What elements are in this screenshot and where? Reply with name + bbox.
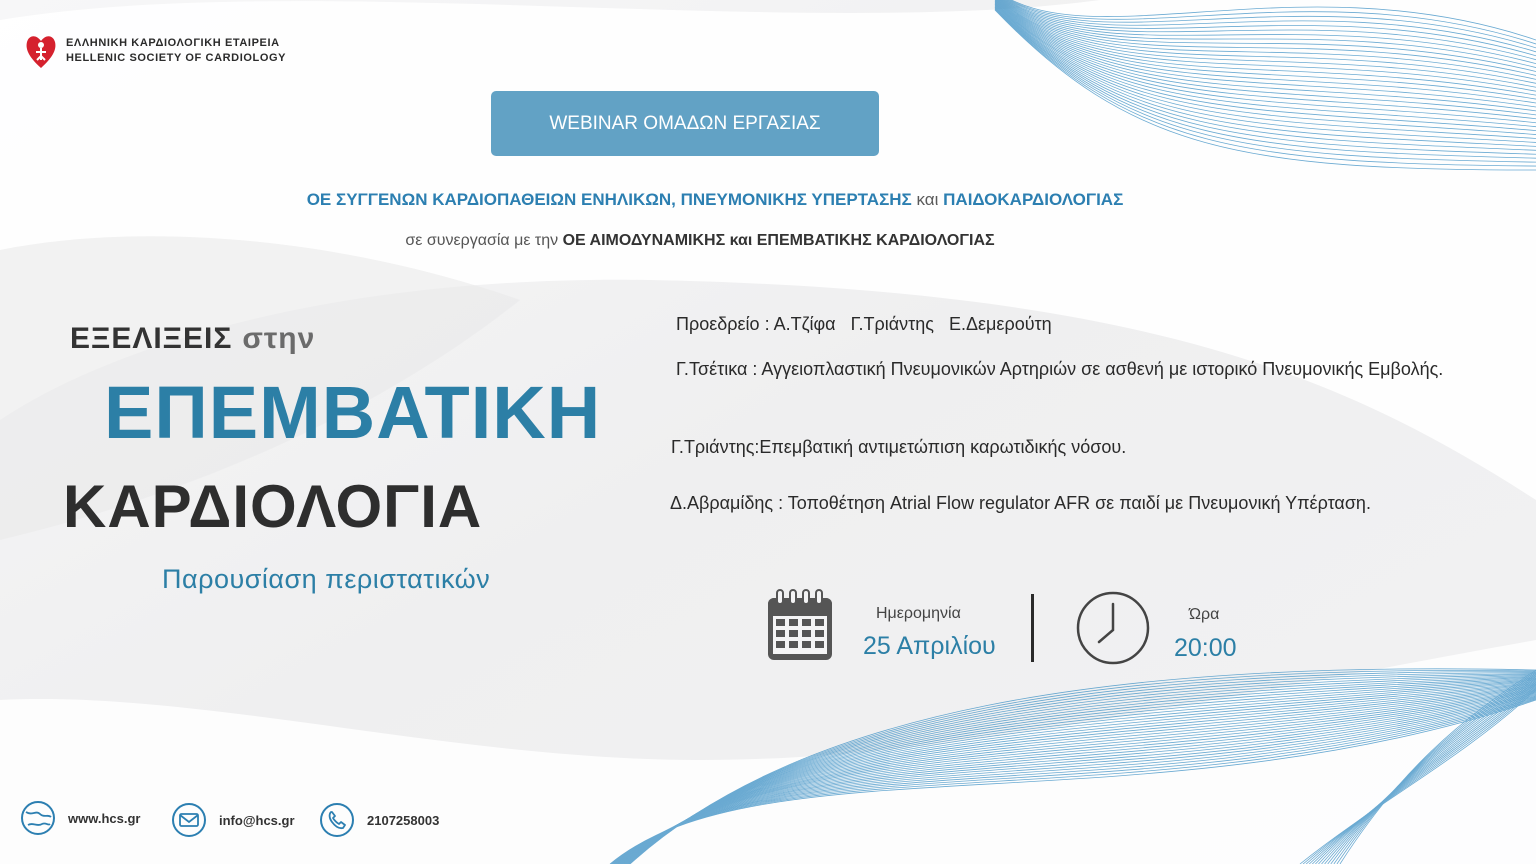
presidium-chair-3: Ε.Δεμερούτη [949,314,1052,334]
working-groups-line [0,190,1430,210]
calendar-icon [765,588,835,664]
contact-phone-text[interactable]: 2107258003 [367,812,440,828]
society-name-greek: ΕΛΛΗΝΙΚΗ ΚΑΡΔΙΟΛΟΓΙΚΗ ΕΤΑΙΡΕΙΑ [66,36,280,49]
date-label: Ημερομηνία [876,605,961,622]
working-groups-part2: ΠΑΙΔΟΚΑΡΔΙΟΛΟΓΙΑΣ [943,190,1124,209]
society-logo-icon [24,30,58,70]
webinar-banner: WEBINAR ΟΜΑΔΩΝ ΕΡΓΑΣΙΑΣ [491,91,879,156]
contact-email-text[interactable]: info@hcs.gr [219,812,295,828]
program-talk-2: Γ.Τριάντης:Επεμβατική αντιμετώπιση καρωτιδικής νόσου. [671,437,1127,457]
society-logo [24,30,286,70]
society-name-english: HELLENIC SOCIETY OF CARDIOLOGY [66,51,287,64]
title-evolutions-word: ΕΞΕΛΙΞΕΙΣ [70,322,233,355]
title-evolutions-sub: στην [242,322,316,355]
working-groups-part1: ΟΕ ΣΥΓΓΕΝΩΝ ΚΑΡΔΙΟΠΑΘΕΙΩΝ ΕΝΗΛΙΚΩΝ, ΠΝΕΥΜΟΝΙΚΗΣ ΥΠΕΡΤΑΣΗΣ [306,190,912,209]
title-main-second: ΚΑΡΔΙΟΛΟΓΙΑ [63,473,483,540]
presidium-line [676,312,1052,337]
program-talk-3: Δ.Αβραμίδης : Τοποθέτηση Atrial Flow regulator AFR σε παιδί με Πνευμονική Υπέρταση. [670,493,1371,513]
time-label: Ώρα [1189,606,1220,623]
working-groups-conjunction: και [916,190,939,209]
email-icon [171,802,207,838]
contact-website-text[interactable]: www.hcs.gr [68,810,141,826]
presidium-chair-2: Γ.Τριάντης [850,314,934,334]
collaboration-prefix: σε συνεργασία με την [405,232,559,249]
contact-phone[interactable] [319,802,439,838]
title-main: ΕΠΕΜΒΑΤΙΚΗ [104,371,602,454]
globe-icon [20,800,56,836]
collaboration-line [0,232,1400,250]
clock-icon [1075,590,1151,666]
collaboration-group: ΟΕ ΑΙΜΟΔΥΝΑΜΙΚΗΣ και ΕΠΕΜΒΑΤΙΚΗΣ ΚΑΡΔΙΟΛΟΓΙΑΣ [562,232,995,249]
contact-website[interactable] [20,800,140,836]
time-value: 20:00 [1174,634,1237,662]
date-value: 25 Απριλίου [863,632,996,660]
contact-email[interactable] [171,802,295,838]
program-talk-1: Γ.Τσέτικα : Αγγειοπλαστική Πνευμονικών Αρτηριών σε ασθενή με ιστορικό Πνευμονικής Εμβολής. [676,359,1444,379]
presidium-chair-1: Προεδρείο : Α.Τζίφα [676,314,836,334]
schedule-divider [1031,594,1034,662]
phone-icon [319,802,355,838]
title-subtitle: Παρουσίαση περιστατικών [162,564,491,594]
title-evolutions [70,322,315,356]
